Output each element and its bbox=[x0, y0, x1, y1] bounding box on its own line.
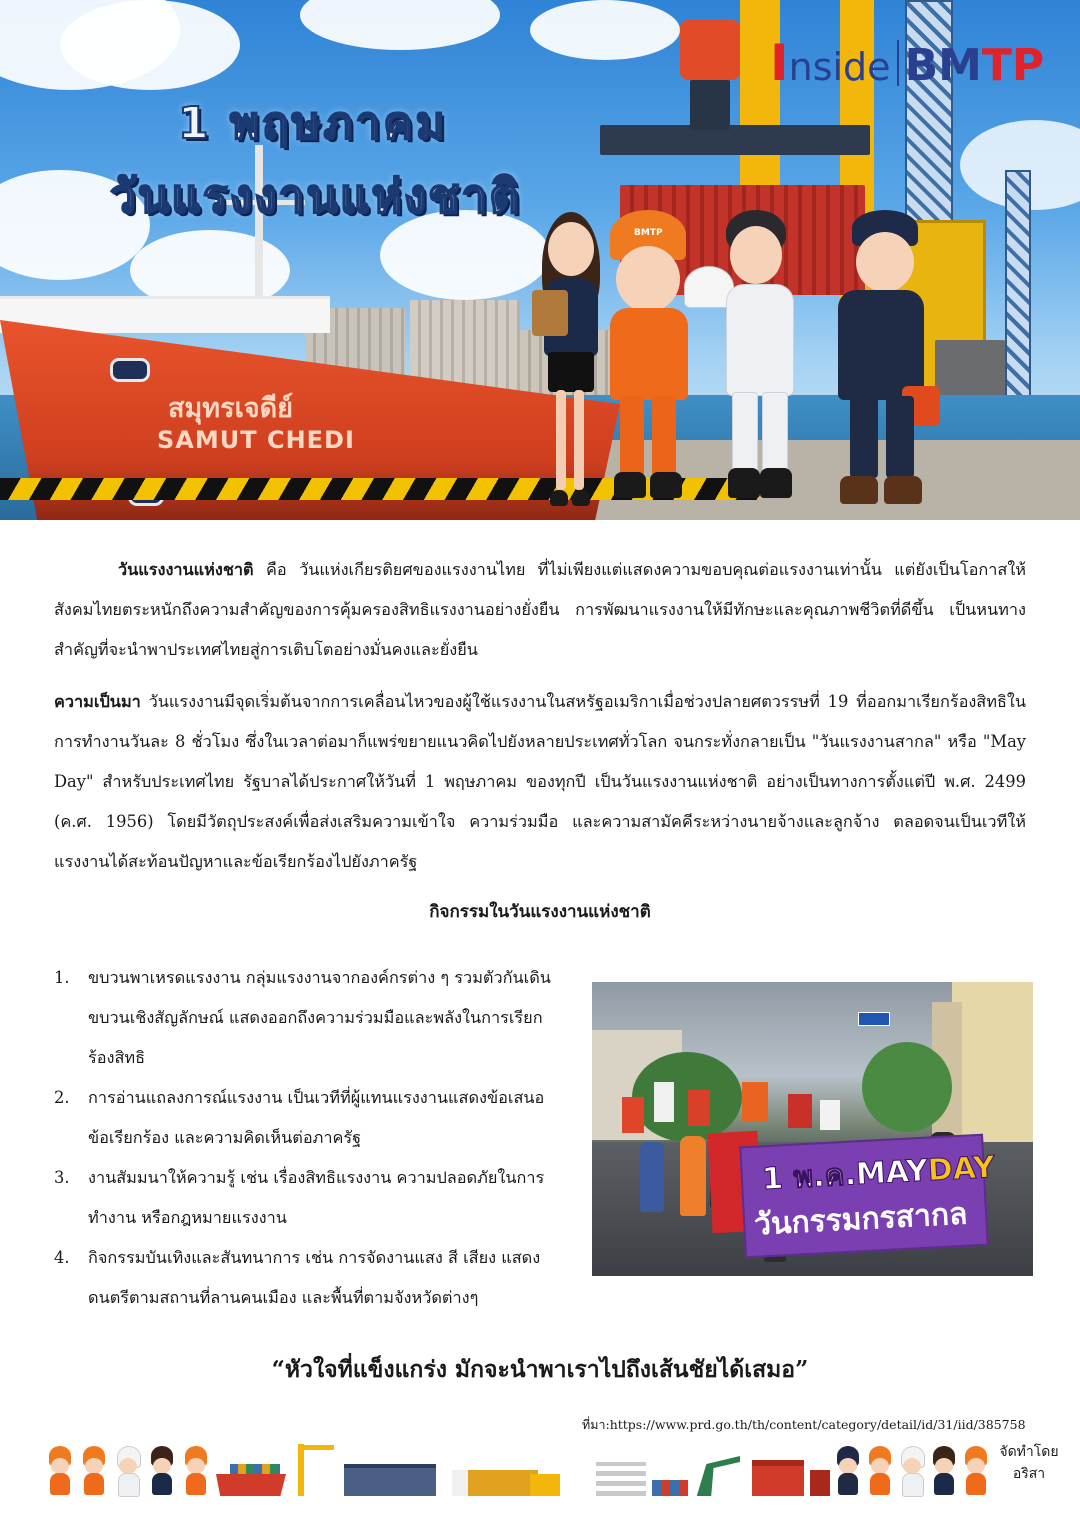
history-text: วันแรงงานมีจุดเริ่มต้นจากการเคลื่อนไหวของผู้ใช้แรงงานในสหรัฐอเมริกาเมื่อช่วงปลายศตวรรษที่ 19 ที่ออกมาเรียกร้องสิทธิในการทำงานวันละ 8 ชั่วโมง ซึ่งในเวลาต่อมาก็แพร่ขยายแนวคิดไปยังหลายประเทศทั่วโลก จนกระทั่งกลายเป็น "วันแรงงานสากล" หรือ "May Day" สำหรับประเทศไทย รัฐบาลได้ประกาศให้วันที่ 1 พฤษภาคม ของทุกปี เป็นวันแรงงานแห่งชาติ อย่างเป็นทางการตั้งแต่ปี พ.ศ. 2499 (ค.ศ. 1956) โดยมีวัตถุประสงค์เพื่อส่งเสริมความเข้าใจ ความร่วมมือ และความสามัคคีระหว่างนายจ้างและลูกจ้าง ตลอดจนเป็นเวทีให้แรงงานได้สะท้อนปัญหาและข้อเรียกร้องไปยังภาครัฐ bbox=[54, 692, 1026, 871]
mini-crane bbox=[298, 1444, 304, 1496]
source-reference: ที่มา:https://www.prd.go.th/th/content/category/detail/id/31/iid/385758 bbox=[582, 1417, 1026, 1432]
porthole bbox=[110, 358, 150, 382]
cloud bbox=[300, 0, 500, 50]
intro-text: คือ วันแห่งเกียรติยศของแรงงานไทย ที่ไม่เพียงแต่แสดงความขอบคุณต่อแรงงานเท่านั้น แต่ยังเป็นโอกาสให้สังคมไทยตระหนักถึงความสำคัญของการคุ้มครองสิทธิแรงงานอย่างยั่งยืน การพัฒนาแรงงานให้มีทักษะและคุณภาพชีวิตที่ดีขึ้น เป็นหนทางสำคัญที่จะนำพาประเทศไทยสู่การเติบโตอย่างมั่นคงและยั่งยืน bbox=[54, 560, 1026, 659]
history-lead: ความเป็นมา bbox=[54, 692, 141, 711]
mini-character bbox=[46, 1446, 74, 1496]
may-day-banner-line2: วันกรรมกรสากล bbox=[753, 1196, 969, 1243]
mini-containers bbox=[652, 1480, 688, 1496]
mini-character bbox=[80, 1446, 108, 1496]
intro-lead: วันแรงงานแห่งชาติ bbox=[118, 560, 254, 579]
spreader-beam bbox=[600, 125, 870, 155]
character-safety-worker: BMTP bbox=[600, 210, 700, 510]
mini-scaffold bbox=[596, 1462, 646, 1496]
closing-quote: “หัวใจที่แข็งแกร่ง มักจะนำพาเราไปถึงเส้นชัยได้เสมอ” bbox=[271, 1356, 809, 1383]
footer-illustration-strip bbox=[40, 1436, 1000, 1496]
character-technician bbox=[810, 210, 940, 510]
hero-title-main: วันแรงงานแห่งชาติ bbox=[110, 169, 522, 223]
activities-list bbox=[54, 958, 564, 1318]
mini-ship bbox=[216, 1474, 286, 1496]
mini-character bbox=[962, 1446, 990, 1496]
character-engineer bbox=[690, 210, 800, 510]
credit-author: อริสา bbox=[1012, 1466, 1046, 1482]
machinery bbox=[935, 340, 1005, 400]
cloud bbox=[530, 0, 680, 60]
crane-hook bbox=[680, 20, 740, 80]
list-item: 3. งานสัมมนาให้ความรู้ เช่น เรื่องสิทธิแรงงาน ความปลอดภัยในการทำงาน หรือกฎหมายแรงงาน bbox=[54, 1168, 545, 1227]
mini-character bbox=[114, 1446, 142, 1496]
crane-hook-block bbox=[690, 80, 730, 130]
mini-character bbox=[866, 1446, 894, 1496]
intro-paragraph bbox=[54, 550, 1026, 670]
hero-title-date: 1 พฤษภาคม bbox=[178, 98, 448, 149]
list-item: 1. ขบวนพาเหรดแรงงาน กลุ่มแรงงานจากองค์กรต่าง ๆ รวมตัวกันเดินขบวนเชิงสัญลักษณ์ แสดงออกถึงความร่วมมือและพลังในการเรียกร้องสิทธิ bbox=[54, 968, 551, 1067]
activities-heading: กิจกรรมในวันแรงงานแห่งชาติ bbox=[429, 902, 651, 922]
mini-reach-stacker bbox=[692, 1456, 740, 1496]
street-sign bbox=[858, 1012, 890, 1026]
character-office-woman bbox=[530, 212, 610, 512]
credit-label: จัดทำโดย bbox=[999, 1444, 1059, 1460]
mini-truck bbox=[452, 1470, 538, 1496]
mini-character bbox=[182, 1446, 210, 1496]
hero-banner bbox=[0, 0, 1080, 520]
may-day-banner-line1: 1 พ.ค.MAYDAY bbox=[761, 1149, 996, 1198]
mini-building-side bbox=[810, 1470, 830, 1496]
mini-building bbox=[752, 1460, 804, 1496]
mini-character bbox=[930, 1446, 958, 1496]
list-item: 4. กิจกรรมบันเทิงและสันทนาการ เช่น การจัดงานแสง สี เสียง แสดงดนตรีตามสถานที่ลานคนเมือง และพื้นที่ตามจังหวัดต่างๆ bbox=[54, 1248, 541, 1307]
history-paragraph bbox=[54, 682, 1026, 882]
crane-tower bbox=[1005, 170, 1031, 404]
insidebmtp-logo: Inside BMTP bbox=[770, 34, 1045, 92]
mini-character bbox=[148, 1446, 176, 1496]
mini-character bbox=[834, 1446, 862, 1496]
mini-warehouse bbox=[344, 1464, 436, 1496]
mini-character bbox=[898, 1446, 926, 1496]
list-item: 2. การอ่านแถลงการณ์แรงงาน เป็นเวทีที่ผู้แทนแรงงานแสดงข้อเสนอ ข้อเรียกร้อง และความคิดเห็นต่อภาครัฐ bbox=[54, 1088, 545, 1147]
cloud bbox=[60, 0, 240, 90]
mini-forklift bbox=[530, 1474, 560, 1496]
ship-name-thai: สมุทรเจดีย์ bbox=[168, 393, 293, 424]
parade-photo bbox=[592, 982, 1033, 1276]
mini-crane-arm bbox=[298, 1445, 334, 1450]
mini-ship-containers bbox=[230, 1464, 280, 1474]
ship-name-english: SAMUT CHEDI bbox=[157, 426, 355, 454]
credit bbox=[994, 1441, 1064, 1485]
